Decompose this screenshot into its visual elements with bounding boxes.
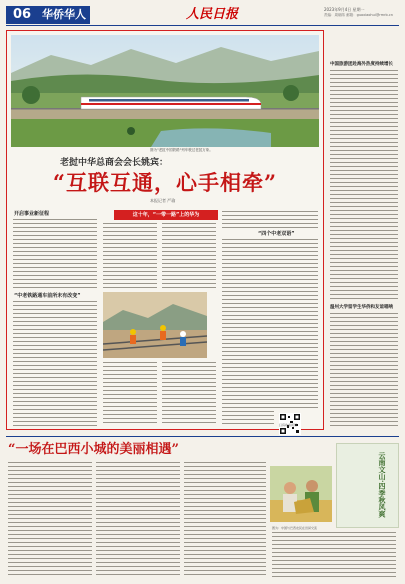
body-text-column bbox=[330, 313, 398, 429]
body-text-column bbox=[13, 219, 97, 291]
body-text-column bbox=[162, 362, 216, 426]
bottom-photo-farmers bbox=[270, 466, 332, 522]
body-text-column bbox=[330, 70, 398, 300]
date-line: 2023年9月4日 星期一 bbox=[324, 7, 365, 12]
bottom-photo-caption: 图为：中国与巴西农民在田间交流 bbox=[272, 526, 318, 530]
main-photo-train bbox=[11, 35, 319, 147]
body-text-column bbox=[96, 462, 180, 578]
right-column-title-2: 温州大学留学生华侨和友谊唱响 bbox=[330, 305, 393, 310]
body-text-column bbox=[222, 211, 318, 229]
subhead-3: “四个中老双语” bbox=[258, 231, 295, 237]
bottom-headline: “一场在巴西小城的美丽相遇” bbox=[8, 442, 179, 457]
subhead-2: “中老铁路通车前所未有改变” bbox=[14, 293, 81, 299]
body-text-column bbox=[184, 462, 266, 578]
section-name: 华侨华人 bbox=[38, 6, 90, 24]
kicker: 老挝中华总商会会长姚宾： bbox=[60, 158, 169, 168]
body-text-column bbox=[13, 301, 97, 426]
body-text-column bbox=[103, 223, 157, 289]
page-number: 06 bbox=[6, 6, 38, 24]
right-column-title-1: 中国旅游团赴海外热度持续增长 bbox=[330, 62, 393, 67]
ad-text: 云南文山·四季秋风爽 bbox=[378, 452, 387, 518]
masthead bbox=[6, 6, 399, 24]
body-text-column bbox=[103, 362, 157, 426]
photo-caption: 图为"老挝中国铁路"列车驶过老挝万象。 bbox=[150, 148, 213, 152]
body-text-column bbox=[272, 532, 396, 578]
subhead-1: 开启事业新征程 bbox=[14, 211, 50, 217]
section-banner: 这十年，“一带一路”上的华为 bbox=[114, 210, 218, 220]
qr-label: 扫码收看视频 bbox=[279, 423, 298, 427]
body-text-column bbox=[222, 411, 274, 426]
section-divider bbox=[6, 436, 399, 437]
header-rule bbox=[6, 25, 399, 26]
body-text-column bbox=[222, 239, 318, 409]
headline: “互联互通，心手相牵” bbox=[52, 170, 278, 195]
editor-line: 责编：周朝纬 邮箱：guoxiaohui@rmrb.cn bbox=[324, 13, 394, 17]
inset-photo-workers bbox=[103, 292, 207, 358]
paper-logo: 人民日报 bbox=[186, 7, 239, 22]
byline: 本报记者 严瑜 bbox=[150, 198, 176, 203]
body-text-column bbox=[162, 223, 216, 289]
body-text-column bbox=[8, 462, 92, 578]
